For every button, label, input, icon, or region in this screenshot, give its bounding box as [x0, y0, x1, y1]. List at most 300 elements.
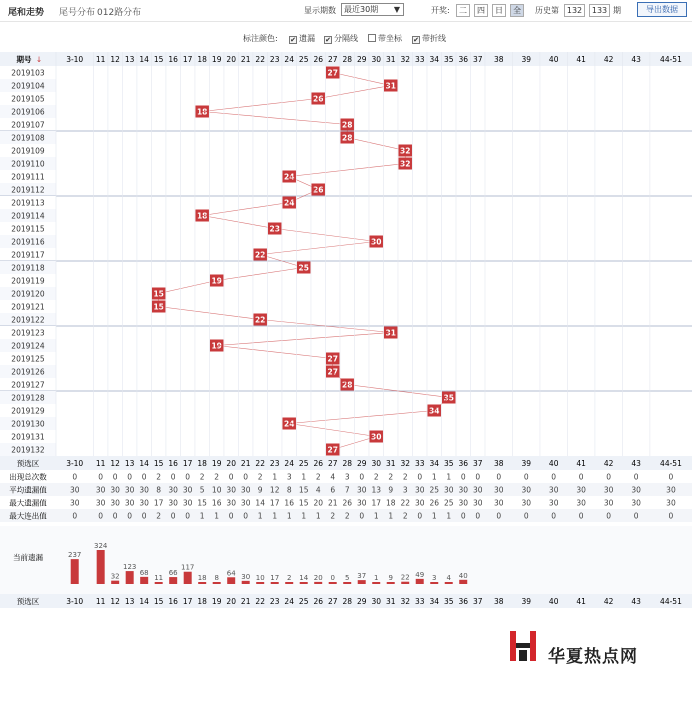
stat-value: 0 — [633, 511, 639, 521]
display-period-label: 显示期数 — [304, 6, 336, 15]
bottom-column-header: 13 — [124, 597, 135, 606]
stat-value: 2 — [402, 511, 408, 521]
stat-value: 30 — [168, 485, 178, 495]
bottom-column-header: 31 — [385, 597, 396, 606]
column-header: 22 — [255, 55, 265, 64]
column-header: 29 — [356, 55, 367, 64]
stat-value: 9 — [388, 485, 394, 495]
period-cell: 2019129 — [11, 406, 45, 416]
stat-value: 0 — [127, 472, 133, 482]
current-miss-bar — [430, 582, 438, 584]
hit-value: 25 — [298, 263, 309, 273]
stat-value: 3 — [402, 485, 408, 495]
bottom-column-header: 18 — [197, 597, 207, 606]
stat-value: 30 — [139, 485, 149, 495]
stat-value: 16 — [211, 498, 222, 508]
current-miss-value: 30 — [241, 572, 251, 581]
stat-value: 30 — [521, 485, 531, 495]
stat-value: 30 — [95, 485, 106, 495]
bottom-column-header: 36 — [458, 597, 469, 606]
bottom-column-header: 33 — [414, 597, 425, 606]
hit-value: 19 — [211, 276, 222, 286]
bottom-column-header: 20 — [226, 597, 236, 606]
bottom-column-header: 37 — [472, 597, 483, 606]
current-miss-bar — [445, 582, 453, 584]
logo-icon — [505, 626, 545, 666]
option-separator[interactable]: ✔ 分隔线 — [325, 34, 358, 44]
period-select[interactable] — [341, 3, 404, 16]
stat-value: 30 — [356, 485, 367, 495]
hit-value: 30 — [371, 237, 382, 247]
tab-012-distribution[interactable]: 012路分布 — [97, 8, 142, 18]
current-miss-bar — [358, 580, 366, 584]
current-miss-bar — [314, 582, 322, 584]
current-miss-value: 117 — [181, 563, 195, 572]
hit-value: 31 — [385, 328, 396, 338]
stat-value: 25 — [443, 498, 454, 508]
stat-value: 30 — [548, 498, 559, 508]
hit-value: 30 — [371, 432, 382, 442]
stat-value: 18 — [385, 498, 396, 508]
stat-value: 0 — [243, 472, 249, 482]
checkbox-checked-icon[interactable]: ✔ — [413, 36, 419, 44]
current-miss-bar — [242, 581, 250, 584]
stat-value: 0 — [141, 511, 147, 521]
stat-value: 1 — [257, 511, 263, 521]
sort-arrow-icon[interactable]: ↓ — [35, 55, 43, 64]
stat-value: 30 — [414, 485, 425, 495]
stat-value: 30 — [110, 498, 120, 508]
current-miss-bar — [155, 582, 163, 584]
stat-value: 10 — [211, 485, 222, 495]
stat-value: 1 — [446, 472, 452, 482]
period-cell: 2019131 — [11, 432, 45, 442]
stat-value: 0 — [417, 472, 423, 482]
current-miss-bar — [169, 577, 177, 584]
column-header: 16 — [168, 55, 178, 64]
current-miss-value: 1 — [373, 574, 379, 582]
option-miss[interactable]: ✔ 遗漏 — [290, 34, 315, 44]
stat-value: 1 — [446, 511, 452, 521]
option-polyline[interactable]: ✔ 带折线 — [413, 34, 446, 44]
hit-value: 15 — [153, 302, 164, 312]
stat-value: 0 — [668, 511, 674, 521]
period-cell: 2019126 — [11, 367, 45, 377]
bottom-column-header: 19 — [211, 597, 222, 606]
hit-value: 28 — [341, 133, 353, 143]
footer-column-header: 41 — [576, 459, 586, 468]
current-miss-bar — [71, 559, 79, 584]
column-header: 41 — [576, 55, 586, 64]
current-miss-value: 8 — [214, 574, 219, 582]
checkbox-empty-icon[interactable] — [368, 34, 376, 42]
day-button-sun[interactable]: 日 — [492, 4, 506, 17]
current-miss-value: 10 — [255, 574, 265, 582]
hit-value: 24 — [283, 419, 295, 429]
bottom-column-header: 40 — [548, 597, 559, 606]
current-miss-value: 49 — [415, 570, 425, 579]
stat-value: 0 — [228, 511, 234, 521]
stat-value: 30 — [139, 498, 149, 508]
stat-value: 30 — [603, 485, 614, 495]
watermark-text: 华夏热点网 — [548, 647, 638, 667]
period-header[interactable]: 期号 — [16, 55, 32, 64]
period-cell: 2019130 — [11, 419, 45, 429]
footer-column-header: 21 — [240, 459, 251, 468]
stat-value: 0 — [127, 511, 133, 521]
stat-value: 30 — [458, 498, 469, 508]
current-miss-value: 324 — [93, 542, 108, 550]
stat-value: 30 — [472, 498, 483, 508]
hit-value: 27 — [327, 354, 338, 364]
current-miss-value: 0 — [330, 574, 335, 582]
period-cell: 2019104 — [11, 81, 45, 91]
history-unit-label: 期 — [613, 6, 621, 15]
current-miss-label: 当前遗漏 — [13, 553, 43, 562]
stat-value: 15 — [197, 498, 207, 508]
column-header: 36 — [458, 55, 469, 64]
bottom-column-header: 22 — [255, 597, 265, 606]
draw-label: 开奖: — [431, 6, 450, 15]
footer-column-header: 38 — [493, 459, 504, 468]
period-cell: 2019107 — [11, 120, 45, 130]
period-cell: 2019117 — [11, 250, 45, 260]
footer-column-header: 18 — [197, 459, 207, 468]
stat-value: 30 — [548, 485, 559, 495]
stat-value: 0 — [496, 472, 502, 482]
footer-column-header: 35 — [443, 459, 454, 468]
stat-value: 2 — [388, 472, 394, 482]
stat-value: 17 — [371, 498, 381, 508]
mark-color-bar — [0, 22, 692, 52]
column-header: 12 — [110, 55, 120, 64]
footer-column-header: 24 — [284, 459, 294, 468]
bottom-column-header: 26 — [313, 597, 323, 606]
stat-value: 1 — [431, 511, 437, 521]
column-header: 23 — [269, 55, 280, 64]
column-header: 38 — [493, 55, 504, 64]
period-cell: 2019121 — [11, 302, 45, 312]
footer-column-header: 3-10 — [66, 459, 84, 468]
footer-column-header: 12 — [110, 459, 120, 468]
stat-value: 30 — [69, 498, 80, 508]
period-cell: 2019113 — [11, 198, 45, 208]
hit-value: 18 — [196, 211, 208, 221]
stat-value: 3 — [344, 472, 350, 482]
column-header: 37 — [472, 55, 483, 64]
stat-value: 30 — [95, 498, 106, 508]
column-header: 20 — [226, 55, 236, 64]
option-coordinate[interactable]: 带坐标 — [368, 33, 402, 44]
stat-value: 30 — [240, 485, 251, 495]
bottom-column-header: 17 — [182, 597, 193, 606]
hit-value: 28 — [341, 380, 353, 390]
period-cell: 2019120 — [11, 289, 45, 299]
checkbox-checked-icon[interactable]: ✔ — [325, 36, 331, 44]
stat-value: 1 — [272, 511, 278, 521]
stat-value: 0 — [72, 472, 78, 482]
stat-value: 30 — [493, 498, 504, 508]
preselect-label-bottom: 预选区 — [16, 597, 40, 606]
mark-color-label: 标注颜色: — [243, 34, 278, 43]
stat-value: 2 — [373, 472, 379, 482]
column-header: 39 — [521, 55, 531, 64]
stat-value: 30 — [458, 485, 469, 495]
stat-value: 0 — [523, 472, 529, 482]
current-miss-value: 237 — [68, 551, 82, 560]
stat-value: 1 — [388, 511, 394, 521]
column-header: 25 — [298, 55, 309, 64]
bottom-column-header: 32 — [400, 597, 411, 606]
stat-value: 30 — [631, 485, 641, 495]
stat-value: 17 — [269, 498, 280, 508]
hit-value: 22 — [254, 250, 266, 260]
current-miss-bar — [329, 582, 337, 584]
chevron-down-icon: ▼ — [393, 5, 400, 14]
footer-column-header: 14 — [139, 459, 149, 468]
current-miss-bar — [300, 582, 308, 584]
period-cell: 2019110 — [11, 159, 45, 169]
stat-value: 30 — [666, 485, 676, 495]
current-miss-bar — [271, 582, 279, 584]
stat-value: 2 — [199, 472, 205, 482]
stat-value: 30 — [110, 485, 120, 495]
stat-value: 1 — [199, 511, 205, 521]
bottom-column-header: 15 — [153, 597, 164, 606]
stat-value: 21 — [327, 498, 338, 508]
stat-value: 1 — [301, 511, 307, 521]
hit-value: 27 — [327, 367, 338, 377]
stat-label: 最大连出值 — [9, 511, 47, 521]
hit-value: 26 — [312, 94, 324, 104]
current-miss-value: 14 — [299, 574, 309, 582]
stat-value: 6 — [330, 485, 336, 495]
stat-value: 9 — [257, 485, 263, 495]
stat-value: 30 — [414, 498, 425, 508]
stat-value: 12 — [269, 485, 280, 495]
stat-label: 出现总次数 — [9, 472, 47, 482]
stat-value: 1 — [315, 511, 321, 521]
footer-column-header: 25 — [298, 459, 309, 468]
period-cell: 2019128 — [11, 393, 45, 403]
column-header: 34 — [429, 55, 440, 64]
stat-value: 2 — [402, 472, 408, 482]
stat-value: 30 — [493, 485, 504, 495]
history-to-input[interactable]: 133 — [589, 4, 610, 17]
stat-value: 0 — [243, 511, 249, 521]
footer-column-header: 29 — [356, 459, 367, 468]
stat-value: 2 — [214, 472, 220, 482]
column-header: 32 — [400, 55, 411, 64]
stat-value: 4 — [330, 472, 336, 482]
period-cell: 2019116 — [11, 237, 45, 247]
footer-column-header: 28 — [342, 459, 352, 468]
footer-column-header: 39 — [521, 459, 531, 468]
stat-value: 1 — [301, 472, 307, 482]
tab-tail-sum-trend[interactable]: 尾和走势 — [8, 8, 45, 18]
hit-value: 24 — [283, 172, 295, 182]
stat-value: 30 — [521, 498, 531, 508]
stat-value: 8 — [286, 485, 292, 495]
stat-value: 2 — [156, 511, 162, 521]
column-header: 18 — [197, 55, 207, 64]
hit-value: 28 — [341, 120, 353, 130]
stat-value: 2 — [330, 511, 336, 521]
footer-column-header: 37 — [472, 459, 483, 468]
stat-value: 0 — [496, 511, 502, 521]
stat-value: 0 — [633, 472, 639, 482]
current-miss-bar — [198, 582, 206, 584]
footer-column-header: 23 — [269, 459, 280, 468]
period-cell: 2019122 — [11, 315, 45, 325]
current-miss-bar — [111, 581, 119, 584]
current-miss-bar — [401, 582, 409, 584]
hit-value: 31 — [385, 81, 396, 91]
stat-value: 0 — [460, 511, 466, 521]
footer-column-header: 43 — [631, 459, 641, 468]
current-miss-bar — [372, 582, 380, 584]
stat-value: 25 — [429, 485, 440, 495]
column-header: 27 — [327, 55, 338, 64]
stat-value: 0 — [606, 472, 612, 482]
bottom-column-header: 25 — [298, 597, 309, 606]
current-miss-bar — [256, 582, 264, 584]
column-header: 43 — [631, 55, 641, 64]
footer-column-header: 40 — [548, 459, 559, 468]
footer-column-header: 13 — [124, 459, 135, 468]
current-miss-value: 2 — [286, 574, 292, 582]
stat-value: 1 — [214, 511, 220, 521]
current-miss-value: 40 — [458, 571, 468, 580]
stat-value: 30 — [124, 498, 135, 508]
bottom-column-header: 39 — [521, 597, 531, 606]
bottom-column-header: 3-10 — [66, 597, 84, 606]
current-miss-value: 11 — [154, 574, 164, 582]
current-miss-value: 32 — [110, 572, 120, 581]
stat-value: 5 — [199, 485, 205, 495]
stat-value: 0 — [551, 472, 557, 482]
period-select-value: 最近30期 — [344, 5, 379, 14]
stat-value: 15 — [298, 485, 309, 495]
stat-value: 30 — [576, 498, 586, 508]
current-miss-bar — [140, 577, 148, 584]
stat-value: 0 — [170, 472, 176, 482]
stat-value: 0 — [141, 472, 147, 482]
bottom-column-header: 12 — [110, 597, 120, 606]
history-from-input[interactable]: 132 — [564, 4, 585, 17]
stat-label: 最大遗漏值 — [9, 498, 47, 508]
column-header: 31 — [385, 55, 396, 64]
export-data-button[interactable]: 导出数据 — [637, 2, 687, 17]
stat-value: 0 — [228, 472, 234, 482]
stat-value: 30 — [168, 498, 178, 508]
column-header: 11 — [95, 55, 106, 64]
stat-value: 30 — [576, 485, 586, 495]
hit-value: 34 — [429, 406, 440, 416]
footer-column-header: 20 — [226, 459, 236, 468]
bottom-column-header: 28 — [342, 597, 352, 606]
column-header: 26 — [313, 55, 323, 64]
footer-column-header: 44-51 — [660, 459, 682, 468]
hit-value: 27 — [327, 68, 338, 78]
column-header: 35 — [443, 55, 454, 64]
stat-value: 0 — [578, 511, 584, 521]
current-miss-bar — [285, 582, 293, 584]
checkbox-checked-icon[interactable]: ✔ — [290, 36, 296, 44]
current-miss-value: 66 — [168, 569, 178, 578]
footer-column-header: 34 — [429, 459, 440, 468]
stat-value: 0 — [417, 511, 423, 521]
current-miss-bar — [126, 571, 134, 584]
stat-value: 30 — [69, 485, 80, 495]
bottom-column-header: 34 — [429, 597, 440, 606]
day-button-all[interactable]: 全 — [510, 4, 524, 17]
hit-value: 23 — [269, 224, 280, 234]
day-button-thu[interactable]: 四 — [474, 4, 488, 17]
stat-value: 30 — [182, 498, 193, 508]
stat-value: 0 — [185, 511, 191, 521]
current-miss-bar — [97, 550, 105, 584]
stat-value: 1 — [272, 472, 278, 482]
stat-value: 14 — [255, 498, 265, 508]
current-miss-bar — [459, 580, 467, 584]
bottom-column-header: 30 — [371, 597, 381, 606]
bottom-column-header: 35 — [443, 597, 454, 606]
watermark-logo — [500, 612, 690, 700]
footer-column-header: 36 — [458, 459, 469, 468]
period-cell: 2019108 — [11, 133, 45, 143]
stat-value: 30 — [603, 498, 614, 508]
stat-value: 16 — [284, 498, 294, 508]
stat-value: 0 — [551, 511, 557, 521]
footer-column-header: 15 — [153, 459, 164, 468]
footer-column-header: 19 — [211, 459, 222, 468]
column-header: 24 — [284, 55, 294, 64]
stat-value: 30 — [356, 498, 367, 508]
period-cell: 2019119 — [11, 276, 45, 286]
trend-grid — [0, 52, 692, 702]
current-miss-value: 22 — [400, 573, 410, 582]
stat-value: 7 — [344, 485, 350, 495]
tab-tail-distribution[interactable]: 尾号分布 — [59, 8, 96, 18]
period-cell: 2019115 — [11, 224, 45, 234]
current-miss-value: 9 — [388, 574, 393, 582]
hit-value: 27 — [327, 445, 338, 455]
stat-value: 0 — [185, 472, 191, 482]
footer-column-header: 32 — [400, 459, 411, 468]
hit-value: 32 — [400, 146, 411, 156]
stat-value: 26 — [429, 498, 440, 508]
stat-value: 17 — [153, 498, 164, 508]
bottom-column-header: 29 — [356, 597, 367, 606]
period-cell: 2019109 — [11, 146, 45, 156]
stat-value: 3 — [286, 472, 292, 482]
current-miss-bar — [184, 572, 192, 584]
current-miss-value: 68 — [139, 568, 149, 577]
footer-column-header: 22 — [255, 459, 265, 468]
stat-value: 30 — [666, 498, 676, 508]
hit-value: 18 — [196, 107, 208, 117]
day-button-tue[interactable]: 二 — [456, 4, 470, 17]
hit-value: 26 — [312, 185, 324, 195]
period-cell: 2019124 — [11, 341, 45, 351]
hit-value: 24 — [283, 198, 295, 208]
stat-value: 0 — [523, 511, 529, 521]
bottom-column-header: 24 — [284, 597, 294, 606]
column-header: 13 — [124, 55, 135, 64]
footer-column-header: 33 — [414, 459, 425, 468]
footer-column-header: 27 — [327, 459, 338, 468]
